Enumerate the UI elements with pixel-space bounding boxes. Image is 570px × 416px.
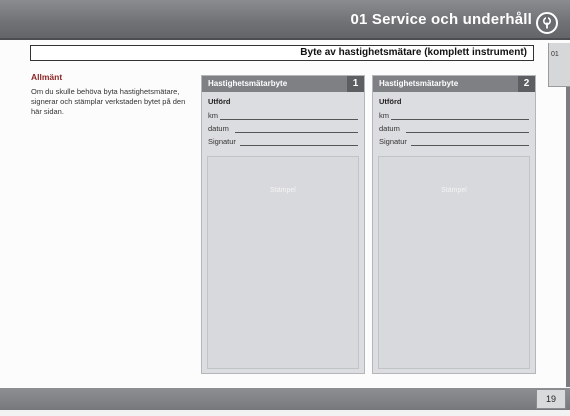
stamp-box xyxy=(207,156,359,369)
date-line xyxy=(406,132,529,133)
wrench-icon xyxy=(536,12,558,34)
signature-line xyxy=(411,145,529,146)
date-field[interactable] xyxy=(208,124,358,133)
intro-text: Om du skulle behöva byta hastighetsmätare, signerar och stämplar verkstaden bytet på den här sidan. xyxy=(31,87,186,116)
signature-field[interactable] xyxy=(208,137,358,146)
km-line xyxy=(220,119,358,120)
card-header xyxy=(202,76,364,92)
km-field[interactable] xyxy=(208,111,358,120)
stamp-box xyxy=(378,156,530,369)
km-line xyxy=(391,119,529,120)
speedometer-change-card-2 xyxy=(372,75,536,374)
card-number: 2 xyxy=(518,76,535,92)
signature-label: Signatur xyxy=(208,137,236,146)
intro-heading: Allmänt xyxy=(31,72,63,82)
speedometer-change-card-1 xyxy=(201,75,365,374)
page-bottom-edge xyxy=(0,410,570,416)
section-title-box xyxy=(30,45,534,61)
page-number: 19 xyxy=(545,394,556,404)
signature-label: Signatur xyxy=(379,137,407,146)
card-title: Hastighetsmätarbyte xyxy=(379,79,459,88)
date-label: datum xyxy=(208,124,229,133)
page-number-box xyxy=(536,389,566,409)
date-line xyxy=(235,132,358,133)
stamp-label: Stämpel xyxy=(441,187,467,194)
km-field[interactable] xyxy=(379,111,529,120)
side-tab-label: 01 xyxy=(551,51,559,58)
side-strip xyxy=(566,87,570,387)
section-title: Byte av hastighetsmätare (komplett instrument) xyxy=(300,47,527,58)
card-title: Hastighetsmätarbyte xyxy=(208,79,288,88)
card-number: 1 xyxy=(347,76,364,92)
signature-field[interactable] xyxy=(379,137,529,146)
card-header xyxy=(373,76,535,92)
signature-line xyxy=(240,145,358,146)
date-label: datum xyxy=(379,124,400,133)
done-label: Utförd xyxy=(208,97,231,106)
date-field[interactable] xyxy=(379,124,529,133)
chapter-title: 01 Service och underhåll xyxy=(350,11,532,28)
done-label: Utförd xyxy=(379,97,402,106)
stamp-label: Stämpel xyxy=(270,187,296,194)
header-band xyxy=(0,0,570,40)
km-label: km xyxy=(208,111,218,120)
footer-band xyxy=(0,388,570,410)
chapter-side-tab xyxy=(548,43,570,87)
km-label: km xyxy=(379,111,389,120)
